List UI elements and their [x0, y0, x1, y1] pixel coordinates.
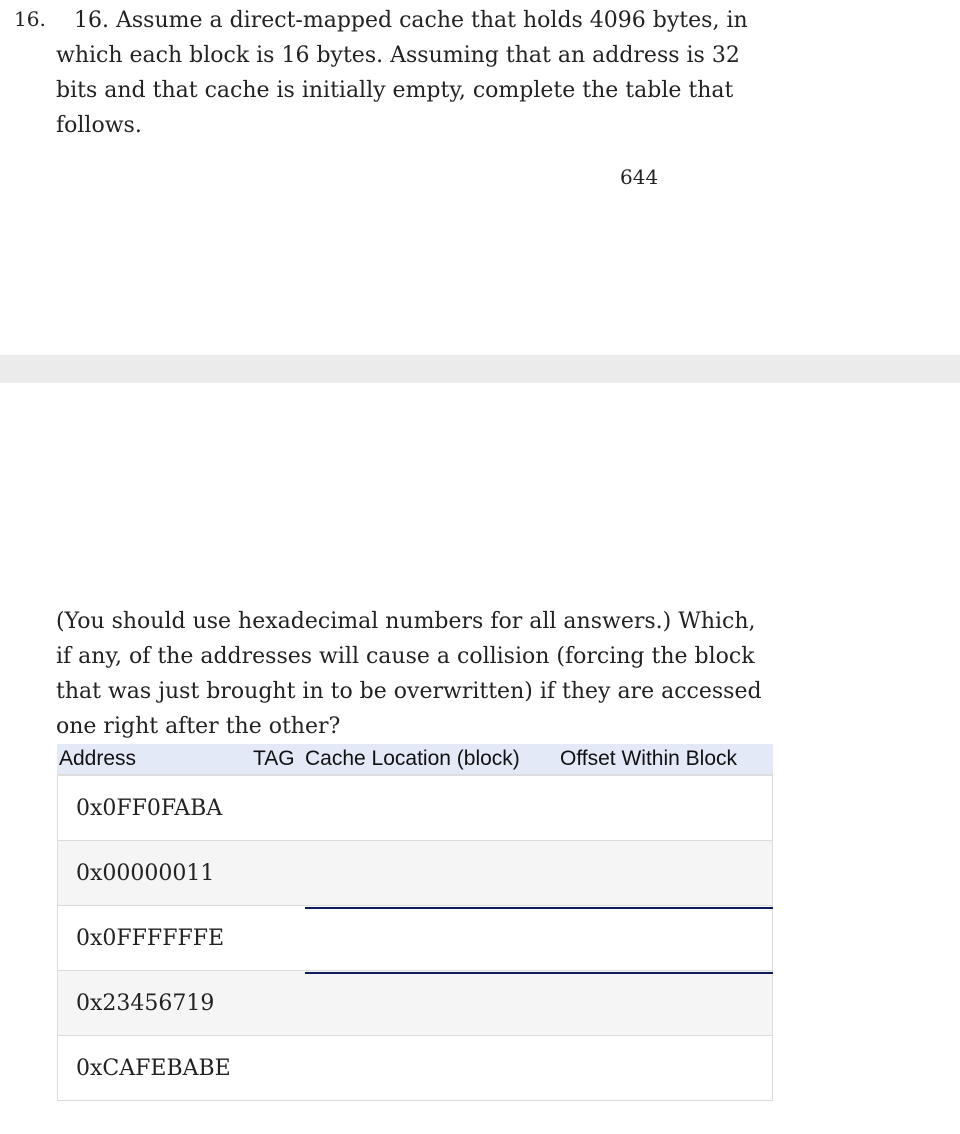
cache-table	[57, 744, 773, 1101]
question-number: 16.	[14, 7, 46, 31]
table-header	[57, 744, 773, 776]
header-address: Address	[59, 747, 137, 770]
page-number: 644	[620, 165, 659, 189]
answer-underline	[305, 907, 773, 909]
answer-underline	[305, 972, 773, 974]
table-row	[57, 971, 773, 1036]
address-cell: 0x23456719	[76, 991, 215, 1016]
question-text-rest: which each block is 16 bytes. Assuming that an address is 32 bits and that cache is initially empty, complete the table that follows.	[56, 43, 740, 138]
header-cache-location: Cache Location (block)	[305, 747, 520, 770]
address-cell: 0x0FFFFFFE	[76, 926, 225, 951]
table-row	[57, 906, 773, 971]
table-row	[57, 841, 773, 906]
address-cell: 0x0FF0FABA	[76, 796, 223, 821]
table-row	[57, 776, 773, 841]
header-tag: TAG	[253, 747, 295, 770]
question-text	[56, 3, 776, 143]
question-text-line1: 16. Assume a direct-mapped cache that holds 4096 bytes, in	[74, 8, 748, 33]
header-offset: Offset Within Block	[560, 747, 738, 770]
address-cell: 0xCAFEBABE	[76, 1056, 231, 1081]
page-separator	[0, 355, 960, 383]
table-row	[57, 1036, 773, 1101]
address-cell: 0x00000011	[76, 861, 215, 886]
question-note: (You should use hexadecimal numbers for all answers.) Which, if any, of the addresses will cause a collision (forcing the block that was just brought in to be overwritten) if they are accessed one right after the other?	[56, 609, 762, 739]
